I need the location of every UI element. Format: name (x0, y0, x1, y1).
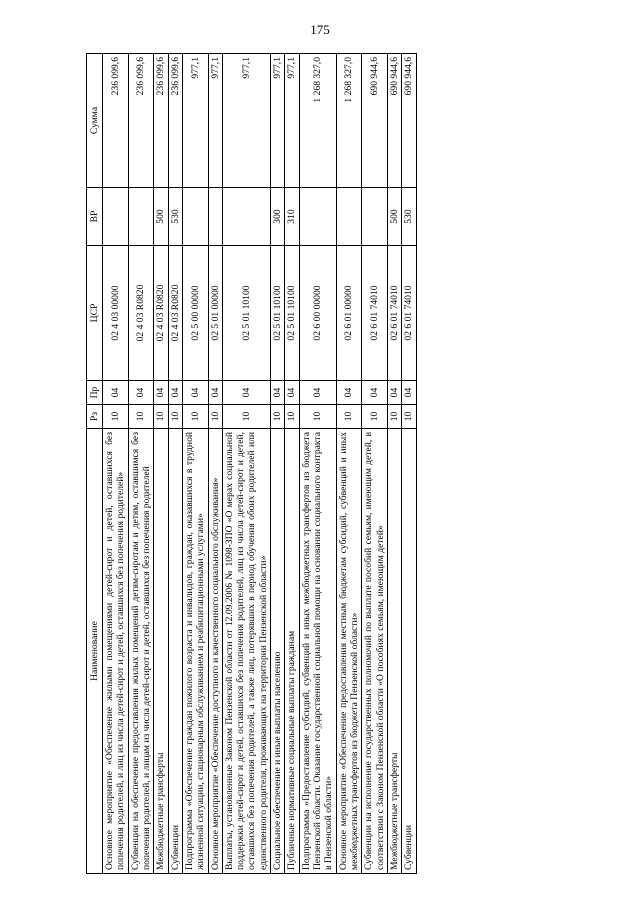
row-vr (362, 188, 388, 246)
row-csr: 02 6 01 74010 (387, 246, 401, 381)
header-name: Наименование (87, 429, 103, 874)
row-pr: 04 (387, 381, 401, 405)
table-row (154, 54, 168, 874)
row-csr: 02 5 01 10100 (271, 246, 285, 381)
row-rz: 10 (387, 405, 401, 429)
row-pr: 04 (128, 381, 154, 405)
row-name: Публичные нормативные социальные выплаты гражданам (285, 429, 299, 874)
header-sum: Сумма (87, 54, 103, 188)
table-row (103, 54, 129, 874)
row-csr: 02 5 01 10100 (222, 246, 270, 381)
row-sum: 236 099,6 (168, 54, 182, 188)
row-csr: 02 6 00 00000 (299, 246, 336, 381)
row-sum: 1 268 327,0 (299, 54, 336, 188)
row-csr: 02 4 03 R0820 (154, 246, 168, 381)
row-pr: 04 (299, 381, 336, 405)
row-name: Межбюджетные трансферты (154, 429, 168, 874)
row-vr: 300 (271, 188, 285, 246)
row-rz: 10 (128, 405, 154, 429)
table-row (271, 54, 285, 874)
row-pr: 04 (285, 381, 299, 405)
row-rz: 10 (362, 405, 388, 429)
row-csr: 02 6 01 74010 (402, 246, 416, 381)
table-row (362, 54, 388, 874)
row-vr: 530 (402, 188, 416, 246)
row-vr: 500 (387, 188, 401, 246)
row-pr: 04 (168, 381, 182, 405)
row-vr (208, 188, 222, 246)
row-sum: 977,1 (208, 54, 222, 188)
row-vr (128, 188, 154, 246)
table-row (387, 54, 401, 874)
row-pr: 04 (402, 381, 416, 405)
row-name: Подпрограмма «Обеспечение граждан пожилого возраста и инвалидов, граждан, оказавшихся в трудной жизненной ситуации, стационарным обслуживанием и реабилитационными услугами» (182, 429, 208, 874)
row-rz: 10 (222, 405, 270, 429)
row-rz: 10 (208, 405, 222, 429)
header-vr: ВР (87, 188, 103, 246)
row-vr (182, 188, 208, 246)
row-csr: 02 6 01 74010 (362, 246, 388, 381)
row-name: Субвенции (168, 429, 182, 874)
row-sum: 977,1 (222, 54, 270, 188)
table-row (402, 54, 416, 874)
budget-table (86, 53, 417, 874)
row-name: Основное мероприятие «Обеспечение жилыми помещениями детей-сирот и детей, оставшихся без попечения родителей, и лиц из числа детей-сирот и детей, оставшихся без попечения родителей» (103, 429, 129, 874)
row-rz: 10 (168, 405, 182, 429)
table-header-row (87, 54, 103, 874)
table-row (299, 54, 336, 874)
row-vr (103, 188, 129, 246)
row-csr: 02 4 03 00000 (103, 246, 129, 381)
row-sum: 236 099,6 (128, 54, 154, 188)
row-sum: 236 099,6 (103, 54, 129, 188)
row-sum: 977,1 (271, 54, 285, 188)
row-sum: 977,1 (182, 54, 208, 188)
row-rz: 10 (336, 405, 362, 429)
row-rz: 10 (402, 405, 416, 429)
table-row (128, 54, 154, 874)
row-pr: 04 (208, 381, 222, 405)
table-row (168, 54, 182, 874)
table-row (336, 54, 362, 874)
row-csr: 02 4 03 R0820 (128, 246, 154, 381)
table-row (222, 54, 270, 874)
row-vr: 500 (154, 188, 168, 246)
row-vr: 530 (168, 188, 182, 246)
row-rz: 10 (271, 405, 285, 429)
row-sum: 690 944,6 (362, 54, 388, 188)
row-vr (336, 188, 362, 246)
row-pr: 04 (154, 381, 168, 405)
row-csr: 02 5 00 00000 (182, 246, 208, 381)
row-vr (299, 188, 336, 246)
row-name: Субвенции на обеспечение предоставления жилых помещений детям-сиротам и детям, оставшимся без попечения родителей, и лицам из числа детей-сирот и детей, оставшихся без попечения родителей (128, 429, 154, 874)
row-name: Основное мероприятие «Обеспечение предоставления местным бюджетам субсидий, субвенций и иных межбюджетных трансфертов из бюджета Пензенской области» (336, 429, 362, 874)
row-sum: 690 944,6 (387, 54, 401, 188)
row-sum: 977,1 (285, 54, 299, 188)
page-number: 175 (310, 22, 330, 37)
row-name: Субвенции на исполнение государственных полномочий по выплате пособий семьям, имеющим детей, в соответствии с Законом Пензенской области «О пособиях семьям, имеющим детей» (362, 429, 388, 874)
row-name: Выплаты, установленные Законом Пензенской области от 12.09.2006 № 1098-ЗПО «О мерах социальной поддержки детей-сирот и детей, оставшихся без попечения родителей, лиц из числа детей-сирот и детей, оставшихся без попечения родителей, а также лиц, потерявших в период обучения обоих родителей или единственного родителя, проживающих на территории Пензенской области» (222, 429, 270, 874)
row-pr: 04 (271, 381, 285, 405)
row-vr (222, 188, 270, 246)
row-pr: 04 (222, 381, 270, 405)
row-rz: 10 (299, 405, 336, 429)
row-name: Основное мероприятие «Обеспечение доступного и качественного социального обслуживания» (208, 429, 222, 874)
header-csr: ЦСР (87, 246, 103, 381)
row-csr: 02 6 01 00000 (336, 246, 362, 381)
row-pr: 04 (336, 381, 362, 405)
row-csr: 02 5 01 00000 (208, 246, 222, 381)
table-row (182, 54, 208, 874)
row-rz: 10 (182, 405, 208, 429)
row-rz: 10 (154, 405, 168, 429)
row-rz: 10 (103, 405, 129, 429)
row-name: Социальное обеспечение и иные выплаты населению (271, 429, 285, 874)
row-pr: 04 (182, 381, 208, 405)
row-sum: 236 099,6 (154, 54, 168, 188)
row-rz: 10 (285, 405, 299, 429)
row-sum: 690 944,6 (402, 54, 416, 188)
row-sum: 1 268 327,0 (336, 54, 362, 188)
table-row (208, 54, 222, 874)
row-name: Межбюджетные трансферты (387, 429, 401, 874)
row-csr: 02 5 01 10100 (285, 246, 299, 381)
row-vr: 310 (285, 188, 299, 246)
row-name: Субвенции (402, 429, 416, 874)
row-pr: 04 (362, 381, 388, 405)
row-pr: 04 (103, 381, 129, 405)
row-csr: 02 4 03 R0820 (168, 246, 182, 381)
row-name: Подпрограмма «Предоставление субсидий, субвенций и иных межбюджетных трансфертов из бюджета Пензенской области. Оказание государственной социальной помощи на основании социального контракта в Пензенской области» (299, 429, 336, 874)
header-pr: Пр (87, 381, 103, 405)
budget-table-rotated (86, 54, 550, 874)
table-row (285, 54, 299, 874)
header-rz: Рз (87, 405, 103, 429)
